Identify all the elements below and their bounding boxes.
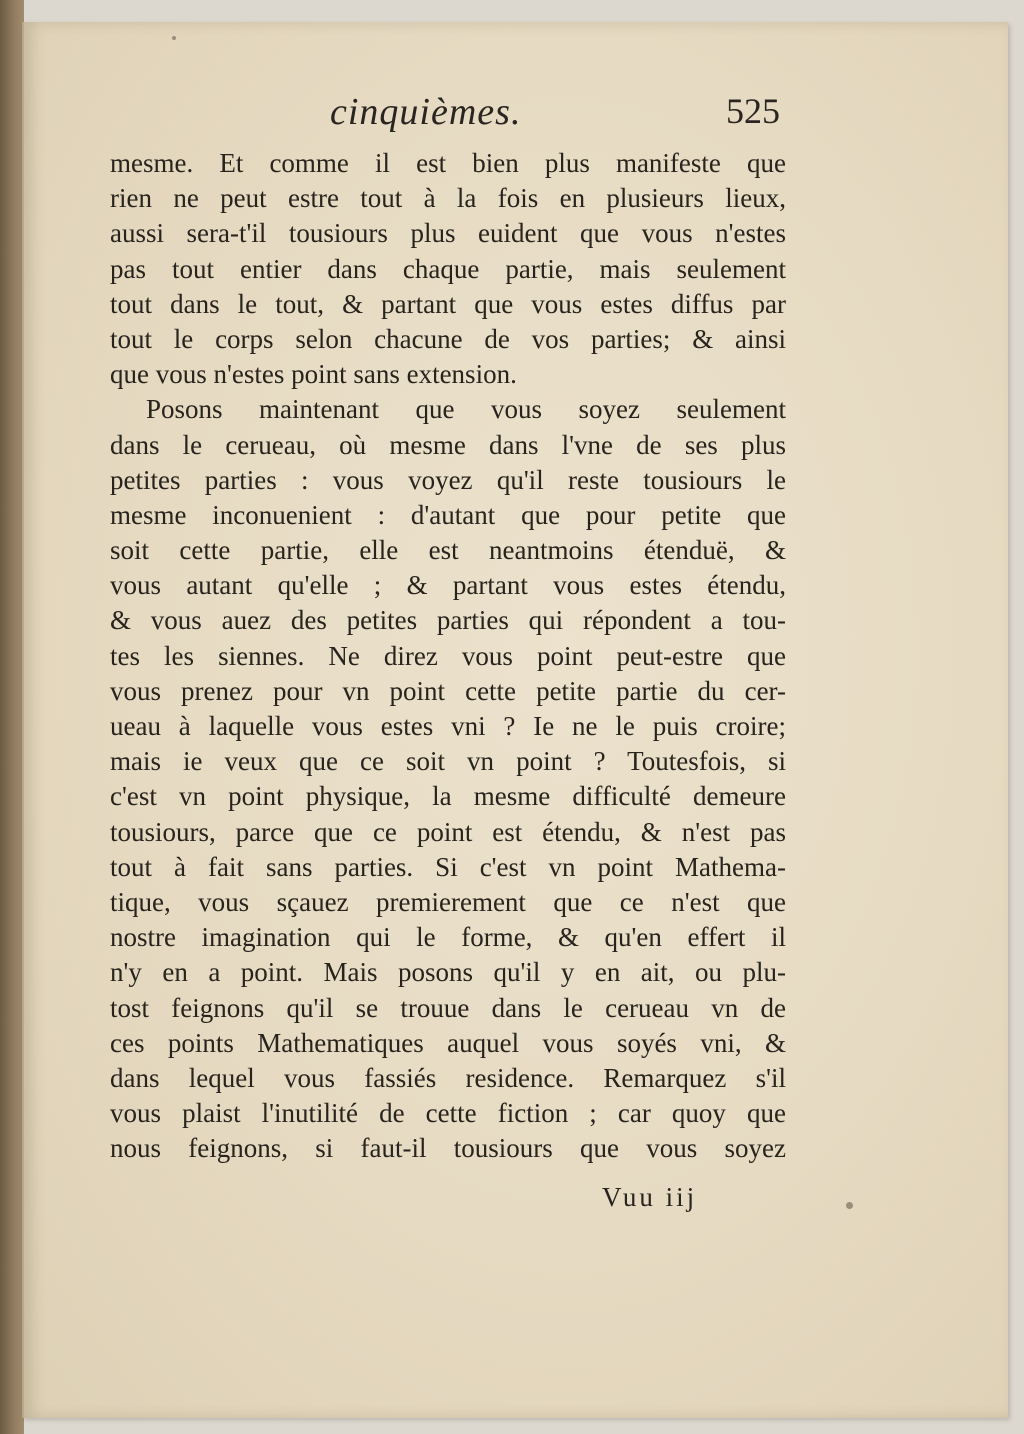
text-line: tique, vous sçauez premierement que ce n'est que (110, 886, 786, 917)
paper-speck (172, 36, 176, 40)
text-line: ueau à laquelle vous estes vni ? Ie ne le puis croire; (110, 711, 786, 741)
book-page (22, 22, 1008, 1418)
text-line: dans le cerueau, où mesme dans l'vne de ses plus (110, 429, 786, 460)
text-line: aussi sera-t'il tousiours plus euident que vous n'estes (110, 218, 786, 249)
paper-speck (846, 1202, 853, 1209)
text-line: c'est vn point physique, la mesme difficulté demeure (110, 781, 786, 812)
text-line: vous prenez pour vn point cette petite partie du cer- (110, 675, 786, 706)
body-text (110, 146, 786, 1166)
text-line: ces points Mathematiques auquel vous soyés vni, & (110, 1027, 786, 1058)
text-line: vous plaist l'inutilité de cette fiction ; car quoy que (110, 1098, 786, 1129)
text-line: que vous n'estes point sans extension. (110, 359, 517, 390)
text-line: rien ne peut estre tout à la fois en plusieurs lieux, (110, 183, 786, 214)
book-spine-edge (0, 0, 24, 1434)
text-line: nous feignons, si faut-il tousiours que vous soyez (110, 1133, 786, 1164)
text-line: tes les siennes. Ne direz vous point peut-estre que (110, 640, 786, 671)
text-line: petites parties : vous voyez qu'il reste tousiours le (110, 464, 786, 495)
text-line: nostre imagination qui le forme, & qu'en effert il (110, 922, 786, 953)
paragraph-start-line: Posons maintenant que vous soyez seulement (146, 394, 786, 425)
text-line: & vous auez des petites parties qui répondent a tou- (110, 605, 786, 636)
text-line: mais ie veux que ce soit vn point ? Toutesfois, si (110, 746, 786, 777)
text-line: vous autant qu'elle ; & partant vous estes étendu, (110, 570, 786, 601)
text-line: soit cette partie, elle est neantmoins étenduë, & (110, 535, 786, 566)
text-line: pas tout entier dans chaque partie, mais seulement (110, 253, 786, 284)
text-line: tousiours, parce que ce point est étendu, & n'est pas (110, 816, 786, 847)
text-line: tout le corps selon chacune de vos parties; & ainsi (110, 323, 786, 354)
signature-mark: Vuu iij (602, 1182, 698, 1212)
text-line: mesme. Et comme il est bien plus manifeste que (110, 148, 786, 178)
text-line: n'y en a point. Mais posons qu'il y en ait, ou plu- (110, 957, 786, 988)
text-line: tost feignons qu'il se trouue dans le cerueau vn de (110, 992, 786, 1023)
text-line: mesme inconuenient : d'autant que pour petite que (110, 499, 786, 530)
running-head: cinquièmes. (330, 91, 522, 133)
text-line: tout dans le tout, & partant que vous estes diffus par (110, 288, 786, 319)
text-line: dans lequel vous fassiés residence. Remarquez s'il (110, 1062, 786, 1093)
page-header (24, 90, 1008, 140)
text-line: tout à fait sans parties. Si c'est vn point Mathema- (110, 851, 786, 882)
page-number: 525 (726, 91, 780, 131)
